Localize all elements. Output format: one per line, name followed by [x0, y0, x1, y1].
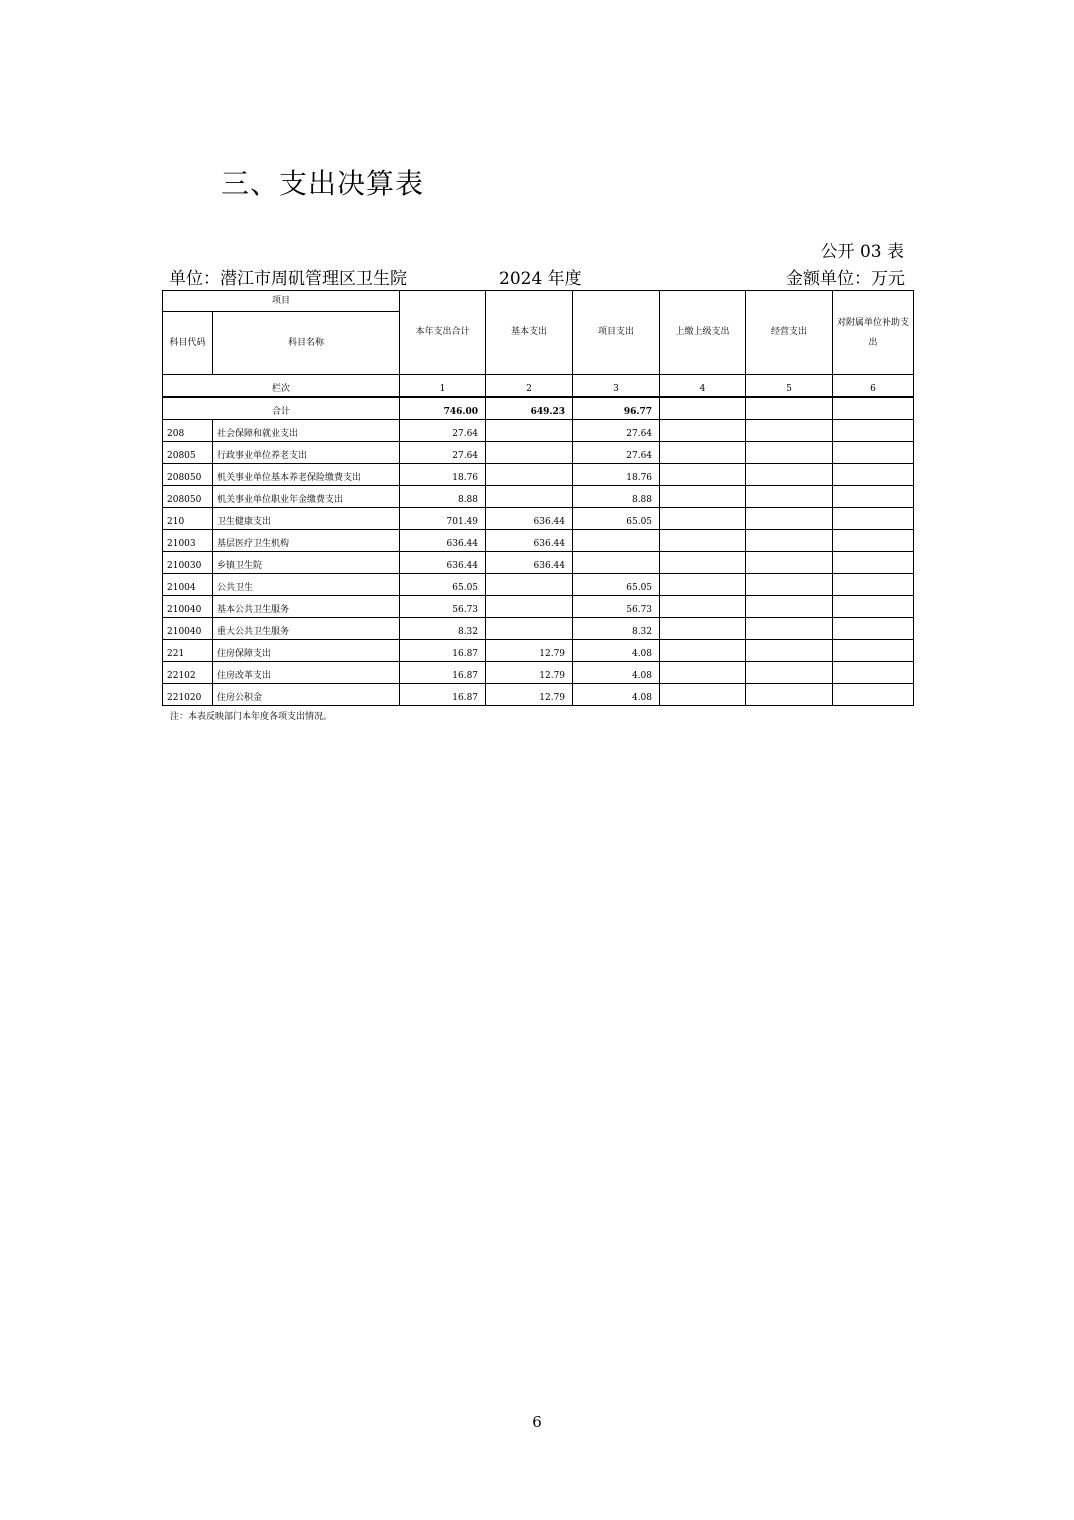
- row-col4: [660, 530, 746, 552]
- header-item: 项目: [163, 291, 400, 312]
- row-col2: 12.79: [486, 684, 573, 706]
- row-col6: [833, 640, 914, 662]
- row-col6: [833, 684, 914, 706]
- row-col5: [746, 662, 833, 684]
- page-title: 三、支出决算表: [221, 167, 425, 200]
- row-col3: 4.08: [573, 662, 660, 684]
- row-col2: [486, 596, 573, 618]
- row-col1: 27.64: [400, 420, 486, 442]
- row-col6: [833, 618, 914, 640]
- row-col3: [573, 530, 660, 552]
- row-name: 公共卫生: [213, 574, 400, 596]
- row-col2: [486, 486, 573, 508]
- row-name: 机关事业单位职业年金缴费支出: [213, 486, 400, 508]
- row-col3: 8.32: [573, 618, 660, 640]
- table-row: [163, 596, 914, 618]
- row-name: 社会保障和就业支出: [213, 420, 400, 442]
- table-row: [163, 420, 914, 442]
- total-row: [163, 397, 914, 420]
- row-col1: 27.64: [400, 442, 486, 464]
- row-col1: 56.73: [400, 596, 486, 618]
- total-col1: 746.00: [400, 397, 486, 420]
- amount-unit: 金额单位：万元: [786, 269, 905, 289]
- row-name: 行政事业单位养老支出: [213, 442, 400, 464]
- row-col1: 16.87: [400, 662, 486, 684]
- row-col5: [746, 596, 833, 618]
- row-col4: [660, 640, 746, 662]
- row-code: 210040: [163, 618, 213, 640]
- row-col5: [746, 464, 833, 486]
- header-col2: 基本支出: [486, 291, 573, 375]
- row-col4: [660, 508, 746, 530]
- row-col4: [660, 618, 746, 640]
- row-col2: [486, 442, 573, 464]
- row-col2: [486, 464, 573, 486]
- row-col6: [833, 442, 914, 464]
- form-number: 公开 03 表: [820, 242, 904, 262]
- row-code: 221: [163, 640, 213, 662]
- row-col6: [833, 530, 914, 552]
- total-col5: [746, 397, 833, 420]
- total-col6: [833, 397, 914, 420]
- row-col4: [660, 684, 746, 706]
- table-row: [163, 508, 914, 530]
- row-col1: 701.49: [400, 508, 486, 530]
- row-col6: [833, 420, 914, 442]
- row-col3: 18.76: [573, 464, 660, 486]
- total-label: 合计: [163, 397, 400, 420]
- row-col4: [660, 596, 746, 618]
- header-col3: 项目支出: [573, 291, 660, 375]
- row-col3: 56.73: [573, 596, 660, 618]
- row-col1: 65.05: [400, 574, 486, 596]
- page-number: 6: [532, 1413, 542, 1431]
- row-col1: 16.87: [400, 684, 486, 706]
- row-col3: [573, 552, 660, 574]
- table-row: [163, 552, 914, 574]
- row-name: 机关事业单位基本养老保险缴费支出: [213, 464, 400, 486]
- row-name: 住房保障支出: [213, 640, 400, 662]
- row-col4: [660, 574, 746, 596]
- row-col3: 4.08: [573, 684, 660, 706]
- row-col6: [833, 662, 914, 684]
- row-col2: 12.79: [486, 662, 573, 684]
- row-col5: [746, 574, 833, 596]
- row-col1: 18.76: [400, 464, 486, 486]
- row-name: 基本公共卫生服务: [213, 596, 400, 618]
- row-code: 21003: [163, 530, 213, 552]
- row-name: 重大公共卫生服务: [213, 618, 400, 640]
- row-col6: [833, 574, 914, 596]
- row-col2: 12.79: [486, 640, 573, 662]
- table-row: [163, 464, 914, 486]
- header-col6: 对附属单位补助支出: [833, 291, 914, 375]
- row-col2: [486, 420, 573, 442]
- row-col2: 636.44: [486, 552, 573, 574]
- row-code: 20805: [163, 442, 213, 464]
- row-col4: [660, 552, 746, 574]
- table-row: [163, 684, 914, 706]
- row-col4: [660, 486, 746, 508]
- row-col6: [833, 552, 914, 574]
- row-col5: [746, 640, 833, 662]
- table-note: 注：本表反映部门本年度各项支出情况。: [170, 712, 333, 722]
- row-col5: [746, 508, 833, 530]
- row-name: 基层医疗卫生机构: [213, 530, 400, 552]
- row-col1: 636.44: [400, 530, 486, 552]
- row-name: 住房公积金: [213, 684, 400, 706]
- row-col1: 636.44: [400, 552, 486, 574]
- unit-line: [169, 264, 905, 288]
- expenditure-table: [162, 290, 914, 706]
- unit-name: 单位：潜江市周矶管理区卫生院: [169, 269, 407, 289]
- row-col4: [660, 420, 746, 442]
- row-col3: 65.05: [573, 508, 660, 530]
- row-col1: 8.32: [400, 618, 486, 640]
- table-row: [163, 662, 914, 684]
- row-col3: 4.08: [573, 640, 660, 662]
- row-col5: [746, 420, 833, 442]
- row-col2: [486, 574, 573, 596]
- table-row: [163, 530, 914, 552]
- row-col6: [833, 464, 914, 486]
- row-col1: 8.88: [400, 486, 486, 508]
- row-col5: [746, 618, 833, 640]
- row-col3: 27.64: [573, 442, 660, 464]
- row-code: 208: [163, 420, 213, 442]
- row-col5: [746, 684, 833, 706]
- row-col5: [746, 530, 833, 552]
- row-name: 卫生健康支出: [213, 508, 400, 530]
- row-col3: 65.05: [573, 574, 660, 596]
- table-row: [163, 574, 914, 596]
- column-number-6: 6: [833, 375, 914, 398]
- table-row: [163, 486, 914, 508]
- row-col6: [833, 508, 914, 530]
- table-row: [163, 640, 914, 662]
- row-col2: 636.44: [486, 508, 573, 530]
- row-col4: [660, 442, 746, 464]
- column-number-label: 栏次: [163, 375, 400, 398]
- total-col3: 96.77: [573, 397, 660, 420]
- total-col2: 649.23: [486, 397, 573, 420]
- row-col4: [660, 662, 746, 684]
- row-code: 22102: [163, 662, 213, 684]
- row-code: 210040: [163, 596, 213, 618]
- fiscal-year: 2024 年度: [499, 269, 582, 289]
- row-col5: [746, 486, 833, 508]
- row-code: 221020: [163, 684, 213, 706]
- row-code: 21004: [163, 574, 213, 596]
- row-col6: [833, 486, 914, 508]
- row-col5: [746, 442, 833, 464]
- header-code: 科目代码: [163, 312, 213, 375]
- row-code: 210030: [163, 552, 213, 574]
- row-col2: 636.44: [486, 530, 573, 552]
- row-name: 乡镇卫生院: [213, 552, 400, 574]
- row-name: 住房改革支出: [213, 662, 400, 684]
- row-code: 210: [163, 508, 213, 530]
- row-col5: [746, 552, 833, 574]
- column-number-3: 3: [573, 375, 660, 398]
- row-col1: 16.87: [400, 640, 486, 662]
- table-row: [163, 442, 914, 464]
- header-col4: 上缴上级支出: [660, 291, 746, 375]
- header-name: 科目名称: [213, 312, 400, 375]
- total-col4: [660, 397, 746, 420]
- column-number-5: 5: [746, 375, 833, 398]
- row-col4: [660, 464, 746, 486]
- row-col3: 8.88: [573, 486, 660, 508]
- row-code: 208050: [163, 464, 213, 486]
- header-col1: 本年支出合计: [400, 291, 486, 375]
- column-number-1: 1: [400, 375, 486, 398]
- row-col6: [833, 596, 914, 618]
- table-row: [163, 618, 914, 640]
- row-col3: 27.64: [573, 420, 660, 442]
- row-col2: [486, 618, 573, 640]
- column-number-2: 2: [486, 375, 573, 398]
- column-number-4: 4: [660, 375, 746, 398]
- row-code: 208050: [163, 486, 213, 508]
- header-col5: 经营支出: [746, 291, 833, 375]
